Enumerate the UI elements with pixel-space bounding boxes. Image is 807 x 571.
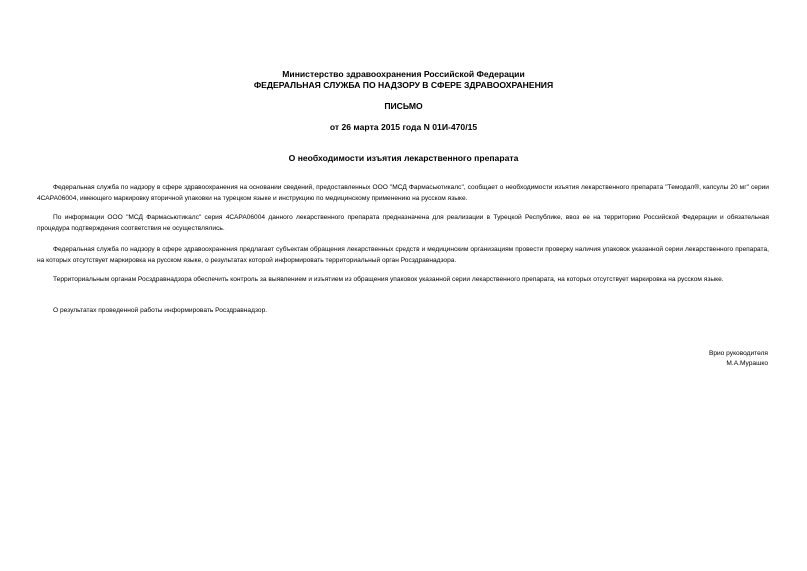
signature-name: М.А.Мурашко: [726, 360, 768, 367]
service-name: ФЕДЕРАЛЬНАЯ СЛУЖБА ПО НАДЗОРУ В СФЕРЕ ЗДРАВООХРАНЕНИЯ: [253, 80, 554, 90]
body-paragraph-1: Федеральная служба по надзору в сфере здравоохранения на основании сведений, предоставленных ООО "МСД Фармасьютикалс", сообщает о необходимости изъятия лекарственного препарата "Темодал®, капсулы 20 мг" серии 4САРА06004, имеющего маркировку вторичной упаковки на турецком языке и инструкцию по медицинскому применению на русском языке.: [37, 184, 769, 202]
document-date-number: от 26 марта 2015 года N 01И-470/15: [329, 122, 478, 132]
body-paragraph-3: Федеральная служба по надзору в сфере здравоохранения предлагает субъектам обращения лекарственных средств и медицинским организациям провести проверку наличия упаковок указанной серии лекарственного препарата, на которых отсутствует маркировка на русском языке, о результатах которой информировать территориальный орган Росздравнадзора.: [37, 246, 769, 264]
body-paragraph-2: По информации ООО "МСД Фармасьютикалс" серия 4САРА06004 данного лекарственного препарата предназначена для реализации в Турецкой Республике, ввоз ее на территорию Российской Федерации и обязательная процедура подтверждения соответствия не осуществлялись.: [37, 214, 769, 232]
document-subject: О необходимости изъятия лекарственного препарата: [288, 153, 519, 163]
document-type: ПИСЬМО: [384, 101, 423, 111]
signature-position: Врио руководителя: [708, 350, 768, 357]
body-paragraph-5: О результатах проведенной работы информировать Росздравнадзор.: [53, 307, 268, 314]
body-paragraph-4: Территориальным органам Росздравнадзора обеспечить контроль за выявлением и изъятием из обращения упаковок указанной серии лекарственного препарата, на которых отсутствует маркировка на русском языке.: [53, 276, 724, 283]
ministry-name: Министерство здравоохранения Российской Федерации: [282, 69, 525, 79]
